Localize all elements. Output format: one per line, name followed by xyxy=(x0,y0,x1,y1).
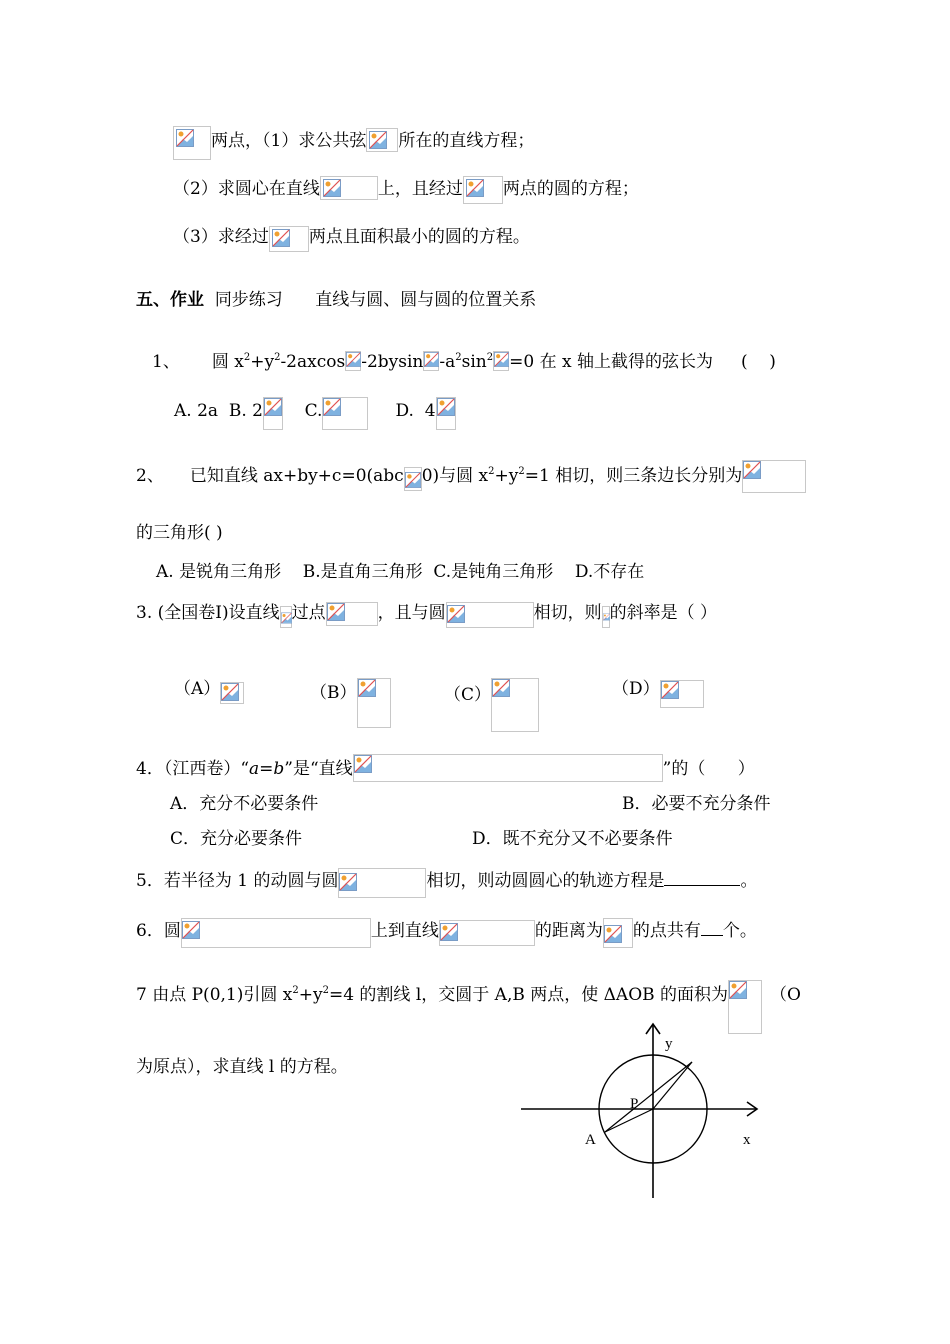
broken-image-icon xyxy=(346,352,361,367)
formula-image xyxy=(660,680,704,708)
formula-image xyxy=(463,176,503,204)
text: 6．圆 xyxy=(136,921,181,941)
text: sin xyxy=(461,352,487,372)
text: -a xyxy=(439,352,456,372)
broken-image-icon xyxy=(729,981,747,999)
formula-image xyxy=(602,606,610,628)
formula-image xyxy=(439,920,535,946)
answer-blank[interactable] xyxy=(664,869,740,886)
question-4-option-a: A．充分不必要条件 xyxy=(170,794,319,814)
text: 相切，则动圆圆心的轨迹方程是 xyxy=(426,871,665,891)
formula-image xyxy=(491,678,539,732)
question-2 xyxy=(136,460,806,493)
formula-image xyxy=(493,351,509,371)
formula-image xyxy=(345,351,361,371)
text: 过点 xyxy=(291,603,326,623)
broken-image-icon xyxy=(354,755,372,773)
text: 的点共有 xyxy=(632,921,701,941)
formula-image xyxy=(263,397,283,430)
text: （O xyxy=(770,985,801,1005)
question-3-option-c xyxy=(444,678,539,732)
formula-image xyxy=(322,397,368,430)
question-4-option-b: B．必要不充分条件 xyxy=(622,794,771,814)
superscript: 2 xyxy=(488,466,495,477)
option-label: （D） xyxy=(612,679,660,699)
formula-image xyxy=(173,126,211,160)
question-6 xyxy=(136,918,757,948)
option-b: B. 2 xyxy=(228,401,263,421)
option-label: （A） xyxy=(174,679,221,699)
text: +y xyxy=(250,352,275,372)
text: 两点且面积最小的圆的方程。 xyxy=(308,227,530,247)
formula-image xyxy=(320,176,378,200)
option-label: （B） xyxy=(310,683,357,703)
point-p-label: P xyxy=(630,1096,639,1112)
broken-image-icon xyxy=(358,679,376,697)
broken-image-icon xyxy=(281,611,292,625)
section-title: 五、作业 xyxy=(136,290,204,310)
problem-part1-line xyxy=(173,126,534,160)
formula-image xyxy=(404,467,422,491)
text: 的距离为 xyxy=(534,921,603,941)
formula-image xyxy=(269,226,309,252)
text: -2bysin xyxy=(361,352,424,372)
broken-image-icon xyxy=(405,472,421,488)
formula-image xyxy=(220,682,244,704)
italic-text: a=b xyxy=(249,759,285,779)
text: 4．（江西卷）“ xyxy=(136,759,250,779)
formula-image xyxy=(357,678,391,728)
question-number: 1、 xyxy=(152,352,180,372)
formula-image xyxy=(742,460,806,493)
broken-image-icon xyxy=(437,398,455,416)
broken-image-icon xyxy=(492,679,510,697)
formula-image xyxy=(181,918,371,948)
text: ”的（ ） xyxy=(662,759,755,779)
broken-image-icon xyxy=(424,352,439,367)
text: =0 在 x 轴上截得的弦长为 xyxy=(509,352,713,372)
text: +y xyxy=(298,985,323,1005)
text: +y xyxy=(494,466,519,486)
text: 7 由点 P(0,1)引圆 x xyxy=(136,985,293,1005)
question-1 xyxy=(152,351,776,373)
text: =1 相切，则三条边长分别为 xyxy=(524,466,743,486)
broken-image-icon xyxy=(272,229,290,247)
x-axis-label: x xyxy=(743,1132,751,1148)
text: 的斜率是（ ） xyxy=(609,603,718,623)
question-number: 2、 xyxy=(136,466,164,486)
secant-line xyxy=(605,1062,692,1132)
text: =4 的割线 l，交圆于 A,B 两点，使 ΔAOB 的面积为 xyxy=(328,985,729,1005)
broken-image-icon xyxy=(603,611,610,623)
question-4 xyxy=(136,754,755,782)
question-3-option-a xyxy=(174,678,244,704)
point-a-label: A xyxy=(585,1132,596,1148)
question-4-option-c: C．充分必要条件 xyxy=(170,829,303,849)
answer-blank[interactable] xyxy=(701,919,723,936)
broken-image-icon xyxy=(440,923,458,941)
superscript: 2 xyxy=(322,985,329,996)
section-subtitle: 同步练习 直线与圆、圆与圆的位置关系 xyxy=(214,290,537,310)
text: 5．若半径为 1 的动圆与圆 xyxy=(136,871,339,891)
question-2-options: A. 是锐角三角形 B.是直角三角形 C.是钝角三角形 D.不存在 xyxy=(156,562,645,582)
text: 圆 x xyxy=(211,352,244,372)
formula-image xyxy=(353,754,663,782)
option-c: C. xyxy=(304,401,323,421)
text: 3. (全国卷Ⅰ)设直线 xyxy=(136,603,280,623)
text: 两点，（1）求公共弦 xyxy=(211,131,367,151)
text: （2）求圆心在直线 xyxy=(173,179,320,199)
y-axis-label: y xyxy=(665,1036,673,1052)
formula-image xyxy=(366,128,398,152)
superscript: 2 xyxy=(292,985,299,996)
problem-part3-line xyxy=(173,226,530,252)
text: 上，且经过 xyxy=(377,179,463,199)
question-2-tail: 的三角形( ) xyxy=(136,523,223,543)
formula-image xyxy=(280,606,292,628)
homework-heading xyxy=(136,289,536,311)
broken-image-icon xyxy=(339,873,357,891)
text: 。 xyxy=(740,871,758,891)
text: 0)与圆 x xyxy=(421,466,489,486)
text: ”是“直线 xyxy=(284,759,353,779)
broken-image-icon xyxy=(604,925,622,943)
formula-image xyxy=(436,397,456,430)
formula-image xyxy=(446,602,534,628)
text: -2axcos xyxy=(280,352,346,372)
text: 两点的圆的方程； xyxy=(502,179,639,199)
question-4-option-d: D．既不充分又不必要条件 xyxy=(472,829,673,849)
formula-image xyxy=(326,602,378,626)
question-5 xyxy=(136,868,757,898)
problem-part2-line xyxy=(173,176,639,204)
formula-image xyxy=(423,351,439,371)
option-d: D. 4 xyxy=(395,401,436,421)
circle-figure xyxy=(515,1018,765,1204)
formula-image xyxy=(603,918,633,948)
segment-ob xyxy=(653,1062,692,1109)
text: 个。 xyxy=(722,921,757,941)
superscript: 2 xyxy=(518,466,525,477)
broken-image-icon xyxy=(466,179,484,197)
broken-image-icon xyxy=(743,461,761,479)
superscript: 2 xyxy=(455,352,462,363)
answer-paren: ( ) xyxy=(740,352,776,372)
broken-image-icon xyxy=(447,605,465,623)
broken-image-icon xyxy=(176,129,194,147)
broken-image-icon xyxy=(323,179,341,197)
question-1-options xyxy=(174,397,456,430)
question-3 xyxy=(136,602,717,628)
text: 已知直线 ax+by+c=0(abc xyxy=(189,466,404,486)
broken-image-icon xyxy=(369,131,387,149)
text: 上到直线 xyxy=(370,921,439,941)
question-3-option-d xyxy=(612,678,704,708)
broken-image-icon xyxy=(661,681,679,699)
superscript: 2 xyxy=(486,352,494,363)
broken-image-icon xyxy=(182,921,200,939)
question-3-option-b xyxy=(310,678,391,728)
text: 所在的直线方程； xyxy=(398,131,535,151)
text: ，且与圆 xyxy=(377,603,446,623)
text: 相切，则 xyxy=(533,603,602,623)
text: （3）求经过 xyxy=(173,227,269,247)
broken-image-icon xyxy=(327,603,345,621)
broken-image-icon xyxy=(494,352,509,367)
broken-image-icon xyxy=(264,398,282,416)
question-7-tail: 为原点），求直线 l 的方程。 xyxy=(136,1057,348,1077)
superscript: 2 xyxy=(274,352,281,363)
formula-image xyxy=(338,868,426,898)
broken-image-icon xyxy=(323,398,341,416)
option-a: A. 2a xyxy=(174,401,219,421)
superscript: 2 xyxy=(243,352,251,363)
option-label: （C） xyxy=(444,685,492,705)
broken-image-icon xyxy=(221,683,239,701)
